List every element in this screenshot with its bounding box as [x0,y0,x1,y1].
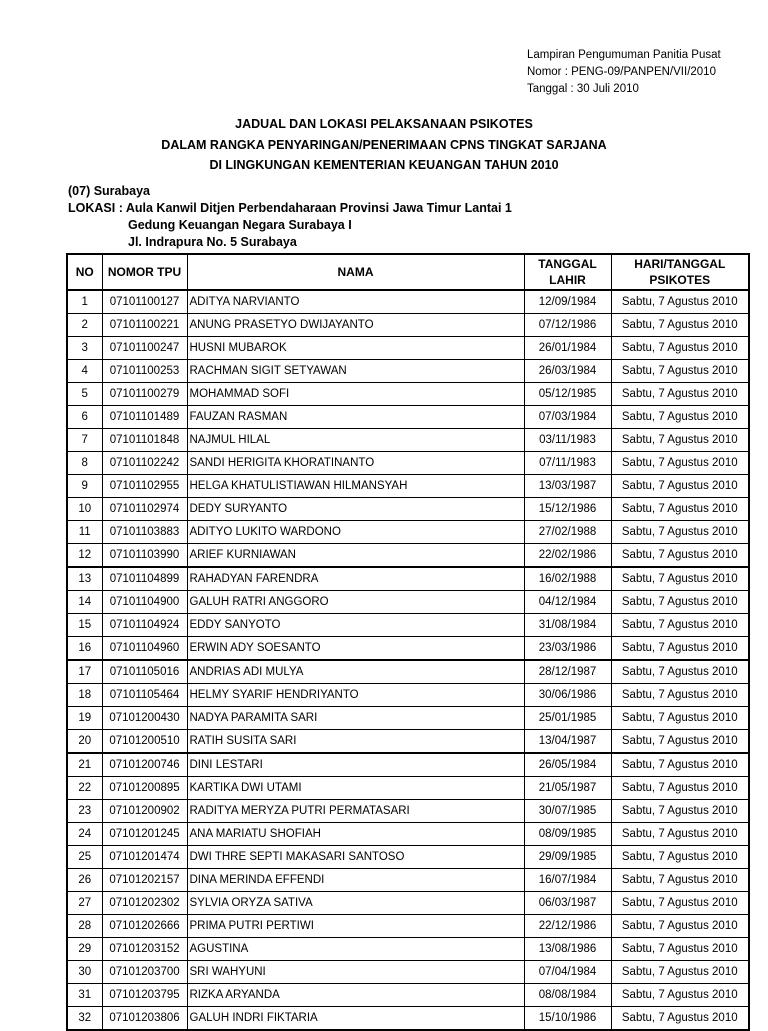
table-row [67,337,749,360]
cell-nama: NAJMUL HILAL [187,429,524,452]
cell-tanggal-lahir: 13/08/1986 [524,938,611,961]
cell-tanggal-lahir: 07/11/1983 [524,452,611,475]
cell-nomor-tpu: 07101100221 [102,314,187,337]
location-line-1: LOKASI : Aula Kanwil Ditjen Perbendaharaan Provinsi Jawa Timur Lantai 1 [68,201,512,215]
region-label: (07) Surabaya [68,184,150,198]
col-header-hari-psikotes-line1: HARI/TANGGAL [634,257,726,271]
cell-tanggal-lahir: 28/12/1987 [524,660,611,684]
cell-nomor-tpu: 07101203806 [102,1007,187,1031]
reference-block [527,47,721,98]
cell-nama: ERWIN ADY SOESANTO [187,637,524,661]
cell-hari-psikotes: Sabtu, 7 Agustus 2010 [611,314,749,337]
cell-tanggal-lahir: 22/02/1986 [524,544,611,568]
cell-nomor-tpu: 07101105016 [102,660,187,684]
cell-tanggal-lahir: 27/02/1988 [524,521,611,544]
col-header-hari-psikotes-line2: PSIKOTES [649,273,711,287]
cell-tanggal-lahir: 26/05/1984 [524,753,611,777]
cell-hari-psikotes: Sabtu, 7 Agustus 2010 [611,823,749,846]
cell-nama: ADITYO LUKITO WARDONO [187,521,524,544]
cell-hari-psikotes: Sabtu, 7 Agustus 2010 [611,475,749,498]
cell-no: 18 [67,684,102,707]
cell-no: 21 [67,753,102,777]
cell-no: 31 [67,984,102,1007]
cell-tanggal-lahir: 13/03/1987 [524,475,611,498]
cell-nomor-tpu: 07101105464 [102,684,187,707]
title-line-1: JADUAL DAN LOKASI PELAKSANAAN PSIKOTES [235,117,533,131]
cell-nomor-tpu: 07101101489 [102,406,187,429]
cell-nama: KARTIKA DWI UTAMI [187,777,524,800]
cell-no: 8 [67,452,102,475]
cell-nomor-tpu: 07101102242 [102,452,187,475]
cell-no: 12 [67,544,102,568]
cell-nama: NADYA PARAMITA SARI [187,707,524,730]
cell-nomor-tpu: 07101102955 [102,475,187,498]
cell-no: 16 [67,637,102,661]
cell-nama: HELGA KHATULISTIAWAN HILMANSYAH [187,475,524,498]
cell-hari-psikotes: Sabtu, 7 Agustus 2010 [611,846,749,869]
cell-nomor-tpu: 07101202666 [102,915,187,938]
cell-hari-psikotes: Sabtu, 7 Agustus 2010 [611,383,749,406]
cell-tanggal-lahir: 16/02/1988 [524,567,611,591]
cell-hari-psikotes: Sabtu, 7 Agustus 2010 [611,961,749,984]
cell-nama: FAUZAN RASMAN [187,406,524,429]
cell-nomor-tpu: 07101201474 [102,846,187,869]
cell-nomor-tpu: 07101202302 [102,892,187,915]
cell-hari-psikotes: Sabtu, 7 Agustus 2010 [611,707,749,730]
cell-tanggal-lahir: 16/07/1984 [524,869,611,892]
cell-tanggal-lahir: 15/10/1986 [524,1007,611,1031]
cell-no: 9 [67,475,102,498]
cell-nomor-tpu: 07101103883 [102,521,187,544]
cell-no: 6 [67,406,102,429]
cell-nama: PRIMA PUTRI PERTIWI [187,915,524,938]
cell-no: 25 [67,846,102,869]
cell-hari-psikotes: Sabtu, 7 Agustus 2010 [611,406,749,429]
cell-no: 30 [67,961,102,984]
cell-tanggal-lahir: 07/04/1984 [524,961,611,984]
cell-nomor-tpu: 07101100247 [102,337,187,360]
ref-number-line: Nomor : PENG-09/PANPEN/VII/2010 [527,66,716,78]
cell-no: 26 [67,869,102,892]
cell-nama: SRI WAHYUNI [187,961,524,984]
cell-nama: EDDY SANYOTO [187,614,524,637]
cell-tanggal-lahir: 29/09/1985 [524,846,611,869]
table-row [67,823,749,846]
cell-no: 23 [67,800,102,823]
cell-nomor-tpu: 07101203152 [102,938,187,961]
col-header-tanggal-lahir-line2: LAHIR [549,273,586,287]
table-row [67,383,749,406]
table-row [67,406,749,429]
cell-nama: ARIEF KURNIAWAN [187,544,524,568]
cell-no: 11 [67,521,102,544]
cell-no: 2 [67,314,102,337]
cell-hari-psikotes: Sabtu, 7 Agustus 2010 [611,452,749,475]
col-header-hari-psikotes [611,254,749,290]
cell-nomor-tpu: 07101200430 [102,707,187,730]
table-row [67,938,749,961]
cell-hari-psikotes: Sabtu, 7 Agustus 2010 [611,800,749,823]
cell-nomor-tpu: 07101200510 [102,730,187,754]
cell-tanggal-lahir: 26/01/1984 [524,337,611,360]
cell-tanggal-lahir: 30/06/1986 [524,684,611,707]
table-row [67,915,749,938]
cell-tanggal-lahir: 04/12/1984 [524,591,611,614]
table-row [67,730,749,754]
cell-no: 13 [67,567,102,591]
cell-nama: AGUSTINA [187,938,524,961]
col-header-tanggal-lahir-line1: TANGGAL [538,257,597,271]
table-row [67,684,749,707]
col-header-tanggal-lahir [524,254,611,290]
cell-hari-psikotes: Sabtu, 7 Agustus 2010 [611,337,749,360]
table-row [67,961,749,984]
cell-no: 7 [67,429,102,452]
cell-tanggal-lahir: 07/03/1984 [524,406,611,429]
cell-hari-psikotes: Sabtu, 7 Agustus 2010 [611,544,749,568]
cell-hari-psikotes: Sabtu, 7 Agustus 2010 [611,521,749,544]
cell-nomor-tpu: 07101104960 [102,637,187,661]
col-header-no: NO [67,254,102,290]
cell-nama: GALUH INDRI FIKTARIA [187,1007,524,1031]
cell-tanggal-lahir: 12/09/1984 [524,290,611,314]
table-row [67,521,749,544]
table-body [67,290,749,1030]
cell-nomor-tpu: 07101203795 [102,984,187,1007]
cell-hari-psikotes: Sabtu, 7 Agustus 2010 [611,915,749,938]
cell-tanggal-lahir: 03/11/1983 [524,429,611,452]
cell-hari-psikotes: Sabtu, 7 Agustus 2010 [611,984,749,1007]
cell-no: 19 [67,707,102,730]
cell-hari-psikotes: Sabtu, 7 Agustus 2010 [611,567,749,591]
table-row [67,360,749,383]
cell-nomor-tpu: 07101103990 [102,544,187,568]
cell-no: 22 [67,777,102,800]
table-row [67,591,749,614]
cell-hari-psikotes: Sabtu, 7 Agustus 2010 [611,498,749,521]
cell-no: 24 [67,823,102,846]
cell-no: 10 [67,498,102,521]
document-title [0,114,768,176]
cell-no: 32 [67,1007,102,1031]
cell-nomor-tpu: 07101102974 [102,498,187,521]
cell-no: 14 [67,591,102,614]
table-row [67,567,749,591]
location-line-3: Jl. Indrapura No. 5 Surabaya [128,235,297,249]
location-line-2: Gedung Keuangan Negara Surabaya I [128,218,352,232]
table-row [67,869,749,892]
table-row [67,707,749,730]
cell-hari-psikotes: Sabtu, 7 Agustus 2010 [611,637,749,661]
cell-tanggal-lahir: 05/12/1985 [524,383,611,406]
cell-no: 28 [67,915,102,938]
cell-nomor-tpu: 07101104924 [102,614,187,637]
table-row [67,614,749,637]
cell-no: 1 [67,290,102,314]
table-row [67,429,749,452]
title-line-3: DI LINGKUNGAN KEMENTERIAN KEUANGAN TAHUN 2010 [209,158,559,172]
table-row [67,475,749,498]
cell-nama: DWI THRE SEPTI MAKASARI SANTOSO [187,846,524,869]
cell-nomor-tpu: 07101104900 [102,591,187,614]
cell-no: 27 [67,892,102,915]
cell-nama: MOHAMMAD SOFI [187,383,524,406]
table-row [67,800,749,823]
cell-hari-psikotes: Sabtu, 7 Agustus 2010 [611,1007,749,1031]
cell-nomor-tpu: 07101203700 [102,961,187,984]
cell-nama: HUSNI MUBAROK [187,337,524,360]
cell-nama: RACHMAN SIGIT SETYAWAN [187,360,524,383]
table-row [67,314,749,337]
cell-nama: RADITYA MERYZA PUTRI PERMATASARI [187,800,524,823]
cell-nama: RIZKA ARYANDA [187,984,524,1007]
cell-no: 15 [67,614,102,637]
cell-nomor-tpu: 07101100253 [102,360,187,383]
table-row [67,984,749,1007]
cell-nama: DINI LESTARI [187,753,524,777]
cell-nomor-tpu: 07101200902 [102,800,187,823]
cell-nomor-tpu: 07101100127 [102,290,187,314]
schedule-table [66,253,750,1031]
cell-nama: HELMY SYARIF HENDRIYANTO [187,684,524,707]
cell-no: 3 [67,337,102,360]
cell-nama: ADITYA NARVIANTO [187,290,524,314]
cell-hari-psikotes: Sabtu, 7 Agustus 2010 [611,660,749,684]
cell-hari-psikotes: Sabtu, 7 Agustus 2010 [611,777,749,800]
cell-nama: DEDY SURYANTO [187,498,524,521]
cell-nama: ANDRIAS ADI MULYA [187,660,524,684]
cell-tanggal-lahir: 31/08/1984 [524,614,611,637]
cell-tanggal-lahir: 21/05/1987 [524,777,611,800]
cell-nomor-tpu: 07101201245 [102,823,187,846]
cell-hari-psikotes: Sabtu, 7 Agustus 2010 [611,429,749,452]
cell-no: 20 [67,730,102,754]
cell-hari-psikotes: Sabtu, 7 Agustus 2010 [611,684,749,707]
table-row [67,660,749,684]
cell-tanggal-lahir: 08/08/1984 [524,984,611,1007]
cell-nomor-tpu: 07101100279 [102,383,187,406]
cell-hari-psikotes: Sabtu, 7 Agustus 2010 [611,290,749,314]
cell-nomor-tpu: 07101200895 [102,777,187,800]
cell-nomor-tpu: 07101202157 [102,869,187,892]
location-block [68,183,512,251]
title-line-2: DALAM RANGKA PENYARINGAN/PENERIMAAN CPNS TINGKAT SARJANA [161,137,607,152]
cell-tanggal-lahir: 26/03/1984 [524,360,611,383]
cell-nomor-tpu: 07101101848 [102,429,187,452]
cell-tanggal-lahir: 25/01/1985 [524,707,611,730]
cell-nama: GALUH RATRI ANGGORO [187,591,524,614]
table-row [67,544,749,568]
cell-nama: SANDI HERIGITA KHORATINANTO [187,452,524,475]
ref-date-line: Tanggal : 30 Juli 2010 [527,83,639,95]
cell-tanggal-lahir: 23/03/1986 [524,637,611,661]
cell-no: 5 [67,383,102,406]
cell-nama: RAHADYAN FARENDRA [187,567,524,591]
cell-hari-psikotes: Sabtu, 7 Agustus 2010 [611,591,749,614]
table-row [67,753,749,777]
cell-nama: ANUNG PRASETYO DWIJAYANTO [187,314,524,337]
table-row [67,290,749,314]
table-row [67,892,749,915]
ref-attachment-line: Lampiran Pengumuman Panitia Pusat [527,49,721,61]
cell-tanggal-lahir: 07/12/1986 [524,314,611,337]
table-header-row [67,254,749,290]
cell-hari-psikotes: Sabtu, 7 Agustus 2010 [611,869,749,892]
cell-nomor-tpu: 07101104899 [102,567,187,591]
cell-tanggal-lahir: 08/09/1985 [524,823,611,846]
cell-nomor-tpu: 07101200746 [102,753,187,777]
cell-hari-psikotes: Sabtu, 7 Agustus 2010 [611,892,749,915]
cell-tanggal-lahir: 15/12/1986 [524,498,611,521]
table-row [67,452,749,475]
cell-tanggal-lahir: 30/07/1985 [524,800,611,823]
cell-hari-psikotes: Sabtu, 7 Agustus 2010 [611,614,749,637]
cell-tanggal-lahir: 06/03/1987 [524,892,611,915]
col-header-nama: NAMA [187,254,524,290]
col-header-tpu: NOMOR TPU [102,254,187,290]
table-row [67,777,749,800]
cell-nama: RATIH SUSITA SARI [187,730,524,754]
cell-nama: SYLVIA ORYZA SATIVA [187,892,524,915]
cell-no: 29 [67,938,102,961]
cell-no: 4 [67,360,102,383]
cell-hari-psikotes: Sabtu, 7 Agustus 2010 [611,360,749,383]
table-row [67,637,749,661]
cell-tanggal-lahir: 22/12/1986 [524,915,611,938]
table-row [67,498,749,521]
table-row [67,846,749,869]
cell-hari-psikotes: Sabtu, 7 Agustus 2010 [611,753,749,777]
cell-hari-psikotes: Sabtu, 7 Agustus 2010 [611,730,749,754]
cell-tanggal-lahir: 13/04/1987 [524,730,611,754]
cell-no: 17 [67,660,102,684]
cell-nama: ANA MARIATU SHOFIAH [187,823,524,846]
table-row [67,1007,749,1031]
cell-nama: DINA MERINDA EFFENDI [187,869,524,892]
cell-hari-psikotes: Sabtu, 7 Agustus 2010 [611,938,749,961]
